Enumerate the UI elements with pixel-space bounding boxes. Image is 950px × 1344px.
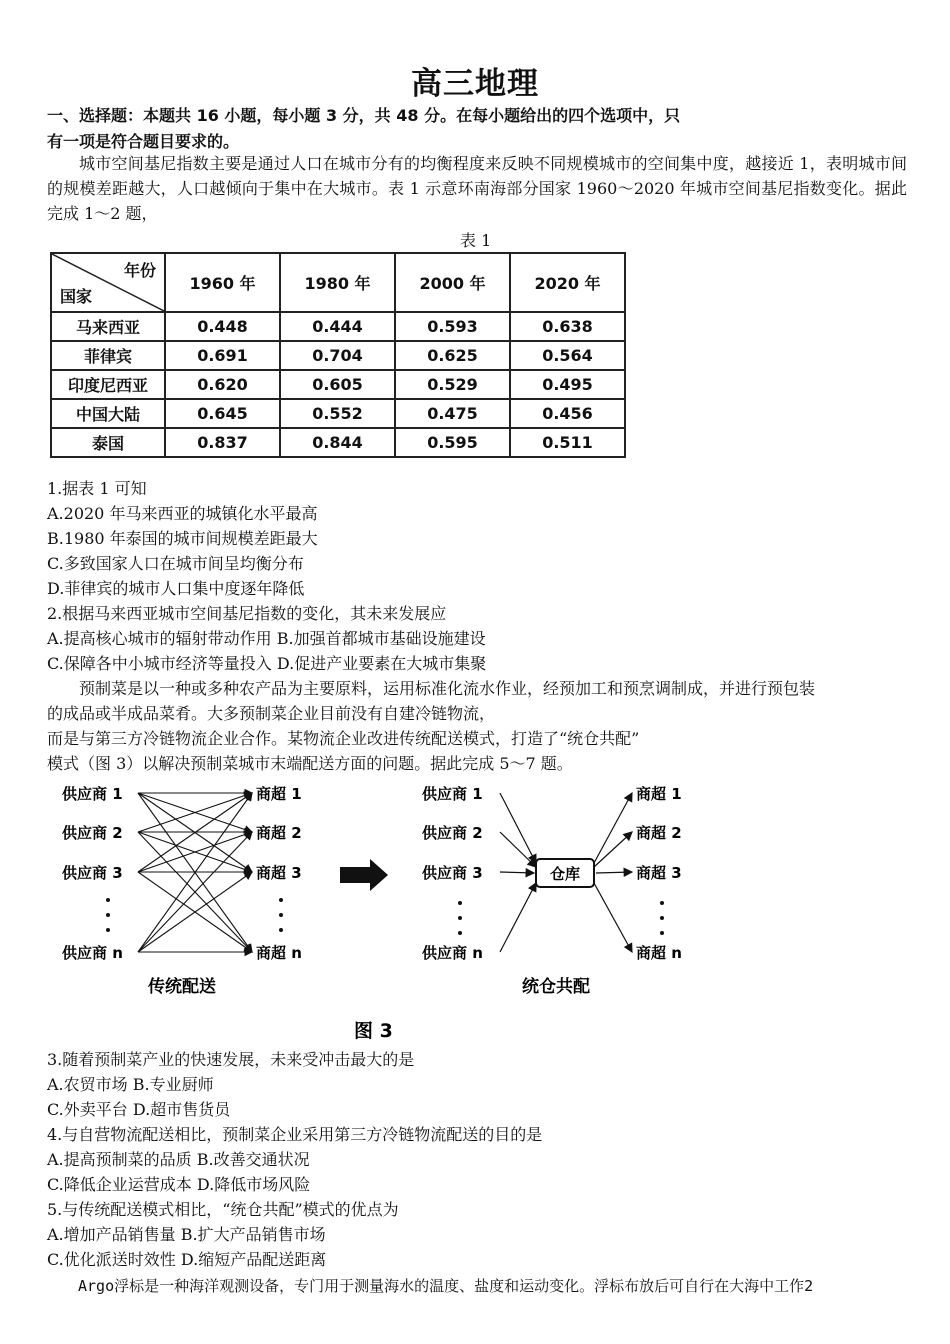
footer-text: Argo浮标是一种海洋观测设备，专门用于测量海水的温度、盐度和运动变化。浮标布放后可自行在大海中工作2: [78, 1277, 814, 1295]
year-header: 1960 年: [165, 253, 280, 312]
store-label: 商超 2: [256, 824, 302, 842]
unified-delivery-caption: 统仓共配: [522, 977, 590, 997]
year-header: 2020 年: [510, 253, 625, 312]
supplier-label: 供应商 3: [422, 864, 483, 882]
q1-option-c: C.多致国家人口在城市间呈均衡分布: [47, 554, 304, 573]
q2-stem: 2.根据马来西亚城市空间基尼指数的变化，其未来发展应: [47, 604, 447, 623]
q3-options-cd: C.外卖平台 D.超市售货员: [47, 1100, 231, 1119]
country-cell: 马来西亚: [51, 312, 165, 341]
table-row: [51, 312, 625, 341]
corner-label-country: 国家: [60, 287, 93, 306]
value-cell: 0.564: [510, 341, 625, 370]
table-header-row: [51, 253, 625, 312]
supplier-label: 供应商 2: [422, 824, 483, 842]
page-title: 高三地理: [411, 66, 539, 102]
store-label: 商超 n: [256, 944, 302, 962]
q4-options-ab: A.提高预制菜的品质 B.改善交通状况: [47, 1150, 310, 1169]
table-corner-cell: [51, 253, 165, 312]
table-row: [51, 428, 625, 457]
table-row: [51, 341, 625, 370]
q5-options-ab: A.增加产品销售量 B.扩大产品销售市场: [47, 1225, 326, 1244]
value-cell: 0.448: [165, 312, 280, 341]
store-label: 商超 3: [636, 864, 682, 882]
intro2-line3: 而是与第三方冷链物流企业合作。某物流企业改进传统配送模式，打造了“统仓共配”: [47, 729, 640, 748]
transition-arrow-icon: [340, 859, 388, 891]
q3-stem: 3.随着预制菜产业的快速发展，未来受冲击最大的是: [47, 1050, 415, 1069]
country-cell: 菲律宾: [51, 341, 165, 370]
q3-options-ab: A.农贸市场 B.专业厨师: [47, 1075, 214, 1094]
value-cell: 0.605: [280, 370, 395, 399]
traditional-delivery-lines: [138, 793, 252, 952]
table1: [50, 252, 626, 458]
value-cell: 0.645: [165, 399, 280, 428]
vertical-dots: [458, 901, 664, 935]
q4-stem: 4.与自营物流配送相比，预制菜企业采用第三方冷链物流配送的目的是: [47, 1125, 543, 1144]
intro-paragraph-1: 城市空间基尼指数主要是通过人口在城市分有的均衡程度来反映不同规模城市的空间集中度，越接近 1，表明城市间的规模差距越大，人口越倾向于集中在大城市。表 1 示意环南海部分国家 1960～2020 年城市空间基尼指数变化。据此完成 1～2 题，: [47, 154, 907, 223]
q2-options-ab: A.提高核心城市的辐射带动作用 B.加强首都城市基础设施建设: [47, 629, 486, 648]
value-cell: 0.595: [395, 428, 510, 457]
value-cell: 0.638: [510, 312, 625, 341]
value-cell: 0.444: [280, 312, 395, 341]
corner-label-year: 年份: [123, 261, 156, 280]
store-label: 商超 n: [636, 944, 682, 962]
store-label: 商超 2: [636, 824, 682, 842]
q1-option-d: D.菲律宾的城市人口集中度逐年降低: [47, 579, 305, 598]
value-cell: 0.475: [395, 399, 510, 428]
vertical-dots: [106, 898, 283, 932]
section-heading-line2: 有一项是符合题目要求的。: [47, 132, 240, 151]
value-cell: 0.511: [510, 428, 625, 457]
value-cell: 0.691: [165, 341, 280, 370]
q1-option-b: B.1980 年泰国的城市间规模差距最大: [47, 529, 318, 548]
value-cell: 0.625: [395, 341, 510, 370]
country-cell: 泰国: [51, 428, 165, 457]
table-row: [51, 370, 625, 399]
q2-options-cd: C.保障各中小城市经济等量投入 D.促进产业要素在大城市集聚: [47, 654, 487, 673]
intro2-line1: 预制菜是以一种或多种农产品为主要原料，运用标准化流水作业，经预加工和预烹调制成，并进行预包装: [79, 679, 816, 698]
value-cell: 0.456: [510, 399, 625, 428]
q1-option-a: A.2020 年马来西亚的城镇化水平最高: [47, 504, 318, 523]
value-cell: 0.593: [395, 312, 510, 341]
value-cell: 0.844: [280, 428, 395, 457]
value-cell: 0.704: [280, 341, 395, 370]
year-header: 2000 年: [395, 253, 510, 312]
value-cell: 0.837: [165, 428, 280, 457]
value-cell: 0.495: [510, 370, 625, 399]
supplier-label: 供应商 1: [62, 785, 123, 803]
country-cell: 中国大陆: [51, 399, 165, 428]
q5-stem: 5.与传统配送模式相比，“统仓共配”模式的优点为: [47, 1200, 399, 1219]
figure-label: 图 3: [354, 1020, 393, 1042]
section-heading-line1: 一、选择题：本题共 16 小题，每小题 3 分，共 48 分。在每小题给出的四个选项中，只: [47, 106, 681, 125]
warehouse-label: 仓库: [549, 865, 581, 883]
traditional-delivery-caption: 传统配送: [148, 977, 216, 997]
intro2-line4: 模式（图 3）以解决预制菜城市末端配送方面的问题。据此完成 5～7 题。: [47, 754, 573, 773]
supplier-label: 供应商 3: [62, 864, 123, 882]
supplier-label: 供应商 n: [62, 944, 123, 962]
table-row: [51, 399, 625, 428]
year-header: 1980 年: [280, 253, 395, 312]
q4-options-cd: C.降低企业运营成本 D.降低市场风险: [47, 1175, 311, 1194]
store-label: 商超 1: [636, 785, 682, 803]
store-label: 商超 1: [256, 785, 302, 803]
country-cell: 印度尼西亚: [51, 370, 165, 399]
value-cell: 0.620: [165, 370, 280, 399]
value-cell: 0.552: [280, 399, 395, 428]
q5-options-cd: C.优化派送时效性 D.缩短产品配送距离: [47, 1250, 327, 1269]
supplier-label: 供应商 n: [422, 944, 483, 962]
value-cell: 0.529: [395, 370, 510, 399]
supplier-label: 供应商 1: [422, 785, 483, 803]
supplier-label: 供应商 2: [62, 824, 123, 842]
q1-stem: 1.据表 1 可知: [47, 479, 147, 498]
table1-caption: 表 1: [460, 231, 492, 250]
intro2-line2: 的成品或半成品菜肴。大多预制菜企业目前没有自建冷链物流，: [47, 704, 496, 723]
figure-3-diagram: [0, 775, 950, 1047]
store-label: 商超 3: [256, 864, 302, 882]
